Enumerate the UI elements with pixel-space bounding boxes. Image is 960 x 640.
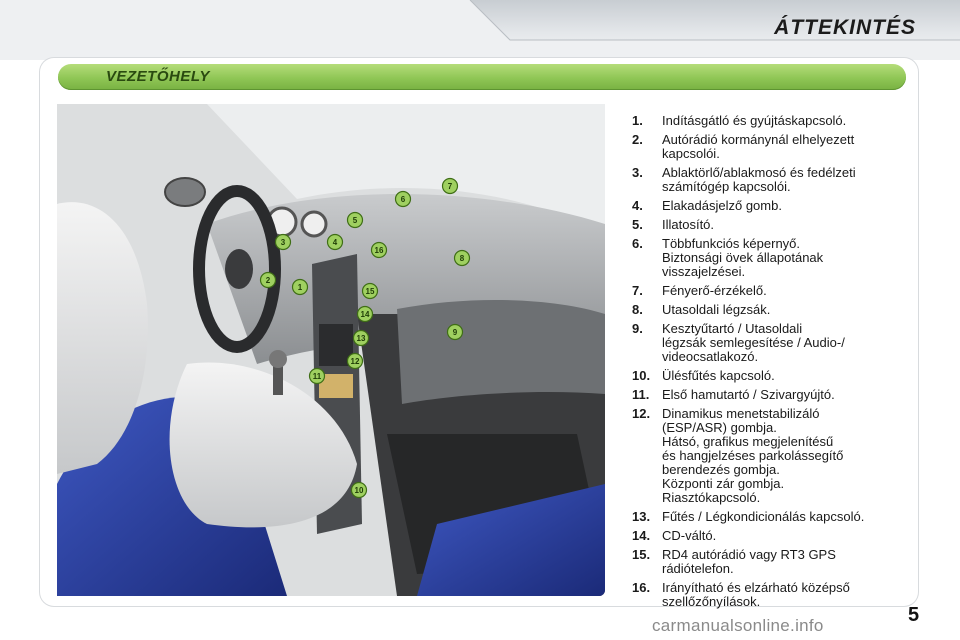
legend-number: 12. — [632, 406, 651, 421]
legend-list — [632, 114, 932, 614]
legend-number: 8. — [632, 302, 643, 317]
legend-text: Első hamutartó / Szivargyújtó. — [662, 387, 835, 402]
legend-number: 14. — [632, 528, 651, 543]
legend-text: Utasoldali légzsák. — [662, 302, 771, 317]
legend-item — [632, 237, 932, 279]
callout-1 — [293, 280, 308, 295]
legend-number: 10. — [632, 368, 651, 383]
legend-item — [632, 407, 932, 505]
legend-text: Fényerő-érzékelő. — [662, 283, 767, 298]
legend-item — [632, 114, 932, 128]
legend-text: Irányítható és elzárható középső szellőzőnyílások. — [662, 580, 850, 609]
svg-text:13: 13 — [356, 334, 366, 343]
legend-text: Többfunkciós képernyő. Biztonsági övek állapotának visszajelzései. — [662, 236, 824, 279]
svg-text:11: 11 — [312, 372, 322, 381]
callout-4 — [328, 235, 343, 250]
legend-number: 5. — [632, 217, 643, 232]
callout-6 — [396, 192, 411, 207]
svg-text:9: 9 — [452, 328, 458, 337]
legend-number: 1. — [632, 113, 643, 128]
legend-item — [632, 199, 932, 213]
legend-number: 2. — [632, 132, 643, 147]
callout-11 — [310, 369, 325, 384]
legend-item — [632, 581, 932, 609]
callout-8 — [455, 251, 470, 266]
legend-text: Illatosító. — [662, 217, 715, 232]
cockpit-drawing — [57, 104, 605, 596]
cockpit-illustration — [57, 104, 605, 596]
legend-item — [632, 369, 932, 383]
legend-item — [632, 166, 932, 194]
legend-number: 3. — [632, 165, 643, 180]
svg-text:14: 14 — [360, 310, 370, 319]
svg-text:15: 15 — [365, 287, 375, 296]
legend-text: Fűtés / Légkondicionálás kapcsoló. — [662, 509, 865, 524]
legend-number: 15. — [632, 547, 651, 562]
callout-13 — [354, 331, 369, 346]
legend-number: 11. — [632, 387, 650, 402]
callout-3 — [276, 235, 291, 250]
legend-text: RD4 autórádió vagy RT3 GPS rádiótelefon. — [662, 547, 836, 576]
callout-16 — [372, 243, 387, 258]
legend-item — [632, 303, 932, 317]
legend-number: 13. — [632, 509, 651, 524]
callout-9 — [448, 325, 463, 340]
legend-item — [632, 548, 932, 576]
svg-text:3: 3 — [280, 238, 286, 247]
legend-text: Ülésfűtés kapcsoló. — [662, 368, 775, 383]
page-number: 5 — [908, 604, 920, 626]
watermark: carmanualsonline.info — [652, 616, 824, 635]
callout-2 — [261, 273, 276, 288]
svg-text:5: 5 — [352, 216, 358, 225]
callout-14 — [358, 307, 373, 322]
callout-7 — [443, 179, 458, 194]
svg-text:6: 6 — [400, 195, 406, 204]
svg-text:7: 7 — [447, 182, 453, 191]
svg-text:1: 1 — [297, 283, 303, 292]
legend-text: Kesztyűtartó / Utasoldali légzsák semlegesítése / Audio-/ videocsatlakozó. — [662, 321, 845, 364]
legend-item — [632, 133, 932, 161]
legend-number: 4. — [632, 198, 643, 213]
svg-text:2: 2 — [265, 276, 271, 285]
svg-text:12: 12 — [350, 357, 360, 366]
legend-item — [632, 218, 932, 232]
legend-item — [632, 510, 932, 524]
legend-item — [632, 284, 932, 298]
legend-item — [632, 529, 932, 543]
callout-5 — [348, 213, 363, 228]
legend-item — [632, 322, 932, 364]
legend-number: 7. — [632, 283, 643, 298]
callout-12 — [348, 354, 363, 369]
legend-item — [632, 388, 932, 402]
legend-text: Indításgátló és gyújtáskapcsoló. — [662, 113, 847, 128]
svg-text:8: 8 — [459, 254, 465, 263]
legend-text: Autórádió kormánynál elhelyezett kapcsolói. — [662, 132, 855, 161]
legend-text: Ablaktörlő/ablakmosó és fedélzeti számítógép kapcsolói. — [662, 165, 856, 194]
callout-10 — [352, 483, 367, 498]
callout-15 — [363, 284, 378, 299]
legend-number: 9. — [632, 321, 643, 336]
legend-text: CD-váltó. — [662, 528, 717, 543]
section-title: VEZETŐHELY — [106, 68, 210, 85]
legend-text: Elakadásjelző gomb. — [662, 198, 782, 213]
svg-text:4: 4 — [332, 238, 338, 247]
legend-number: 16. — [632, 580, 651, 595]
svg-text:16: 16 — [374, 246, 384, 255]
svg-text:10: 10 — [354, 486, 364, 495]
page-title: ÁTTEKINTÉS — [774, 16, 916, 39]
legend-number: 6. — [632, 236, 643, 251]
legend-text: Dinamikus menetstabilizáló (ESP/ASR) gombja. Hátsó, grafikus megjelenítésű és hangjelzéses parkolássegítő berendezés gombja. Központi zár gombja. Riasztókapcsoló. — [662, 406, 844, 505]
